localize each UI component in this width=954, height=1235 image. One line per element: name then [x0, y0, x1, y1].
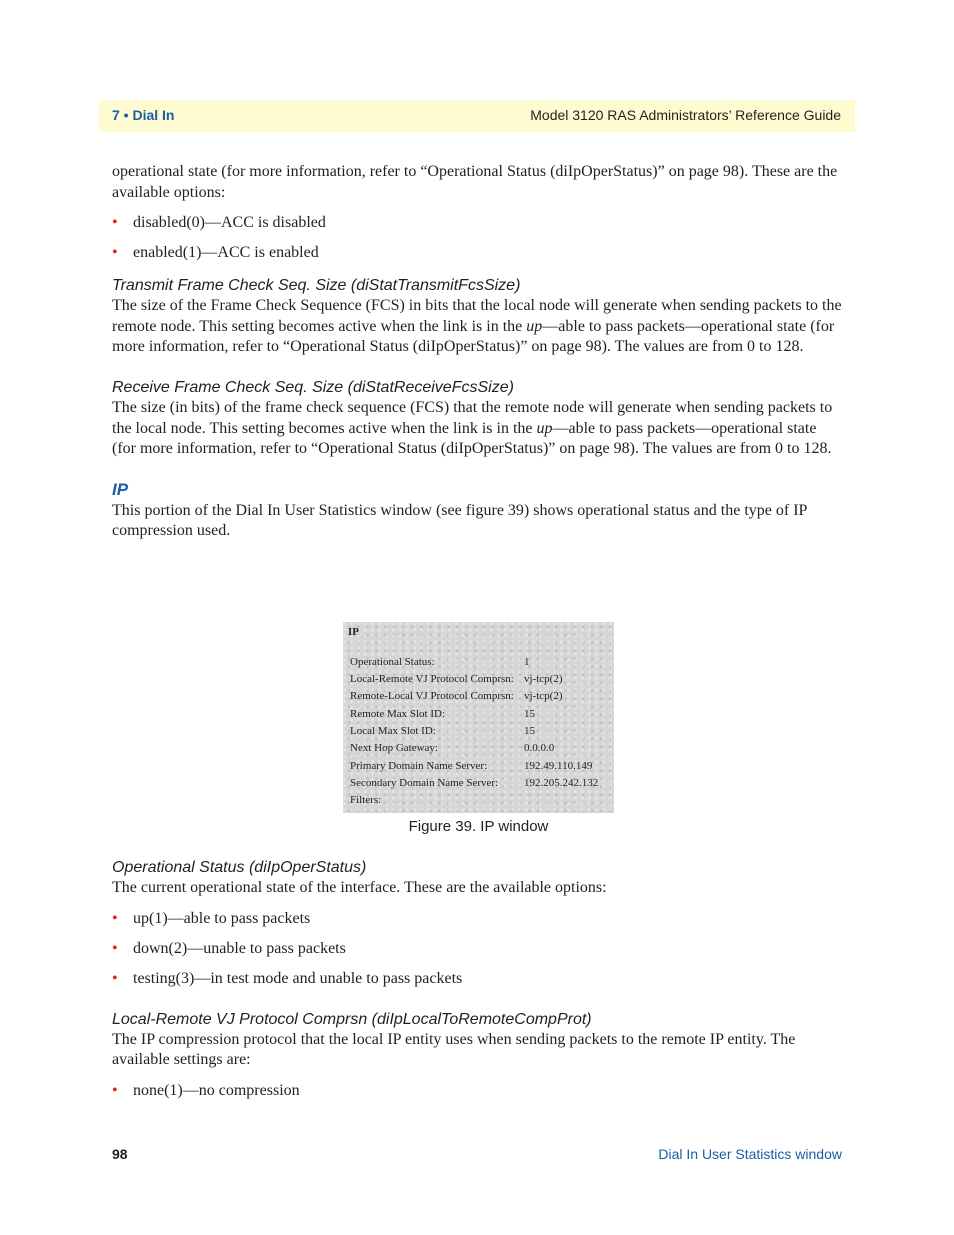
list-item: • disabled(0)—ACC is disabled — [112, 214, 326, 232]
transmit-fcs-paragraph: The size of the Frame Check Sequence (FCS) in bits that the local node will generate when sending packets to the remote node. This setting becomes active when the link is in the up—able to pass packets—operational state (for more information, refer to “Operational Status (diIpOperStatus)” on page 98). The values are from 0 to 128. — [112, 297, 842, 356]
figure-row: Next Hop Gateway: 0.0.0.0 — [350, 742, 555, 754]
figure-row: Local Max Slot ID: 15 — [350, 725, 535, 737]
transmit-fcs-heading: Transmit Frame Check Seq. Size (diStatTransmitFcsSize) — [112, 277, 521, 295]
list-item: • enabled(1)—ACC is enabled — [112, 244, 319, 262]
bullet-icon: • — [112, 909, 118, 927]
ip-section-heading: IP — [112, 479, 129, 499]
page-header — [99, 100, 855, 132]
local-remote-options-list — [112, 1081, 842, 1101]
figure-row: Remote Max Slot ID: 15 — [350, 708, 535, 720]
figure-row: Local-Remote VJ Protocol Comprsn: vj-tcp(2) — [350, 673, 563, 685]
list-item: • testing(3)—in test mode and unable to pass packets — [112, 969, 463, 987]
intro-paragraph: operational state (for more information, refer to “Operational Status (diIpOperStatus)” on page 98). These are the available options: — [112, 163, 838, 201]
list-item: • down(2)—unable to pass packets — [112, 939, 346, 957]
figure-row: Remote-Local VJ Protocol Comprsn: vj-tcp(2) — [350, 690, 563, 702]
oper-status-paragraph: The current operational state of the interface. These are the available options: — [112, 879, 607, 896]
oper-status-heading: Operational Status (diIpOperStatus) — [112, 859, 367, 876]
figure-caption: Figure 39. IP window — [408, 818, 549, 835]
figure-row: Primary Domain Name Server: 192.49.110.149 — [350, 760, 593, 772]
footer-section-title: Dial In User Statistics window — [658, 1146, 842, 1162]
list-item: • up(1)—able to pass packets — [112, 909, 311, 927]
receive-fcs-heading: Receive Frame Check Seq. Size (diStatReceiveFcsSize) — [112, 378, 514, 396]
figure-row: Operational Status: 1 — [350, 656, 530, 668]
intro-options-list — [112, 213, 842, 263]
chapter-title: 7 • Dial In — [112, 107, 175, 123]
page-body-lower — [112, 857, 842, 1101]
list-item: • none(1)—no compression — [112, 1081, 300, 1099]
bullet-icon: • — [112, 969, 118, 987]
figure-row: Filters: — [350, 794, 382, 806]
local-remote-heading: Local-Remote VJ Protocol Comprsn (diIpLocalToRemoteCompProt) — [112, 1010, 592, 1028]
figure-row: Secondary Domain Name Server: 192.205.242.132 — [350, 777, 599, 789]
receive-fcs-paragraph: The size (in bits) of the frame check sequence (FCS) that the remote node will generate when sending packets to the local node. This setting becomes active when the link is in the up—able to pass packets—operational state (for more information, refer to “Operational Status (diIpOperStatus)” on page 98). The values are from 0 to 128. — [112, 398, 833, 458]
bullet-icon: • — [112, 939, 118, 957]
oper-status-options-list — [112, 909, 842, 989]
bullet-icon: • — [112, 244, 118, 262]
bullet-icon: • — [112, 1081, 118, 1099]
bullet-icon: • — [112, 214, 118, 232]
page-body — [112, 162, 842, 542]
guide-title: Model 3120 RAS Administrators’ Reference Guide — [530, 107, 841, 123]
local-remote-paragraph: The IP compression protocol that the local IP entity uses when sending packets to the remote IP entity. The available settings are: — [112, 1030, 796, 1069]
figure-title: IP — [348, 626, 359, 638]
ip-window-figure — [343, 622, 614, 813]
page-number: 98 — [112, 1146, 128, 1162]
ip-section-paragraph: This portion of the Dial In User Statistics window (see figure 39) shows operational status and the type of IP compression used. — [112, 501, 807, 540]
